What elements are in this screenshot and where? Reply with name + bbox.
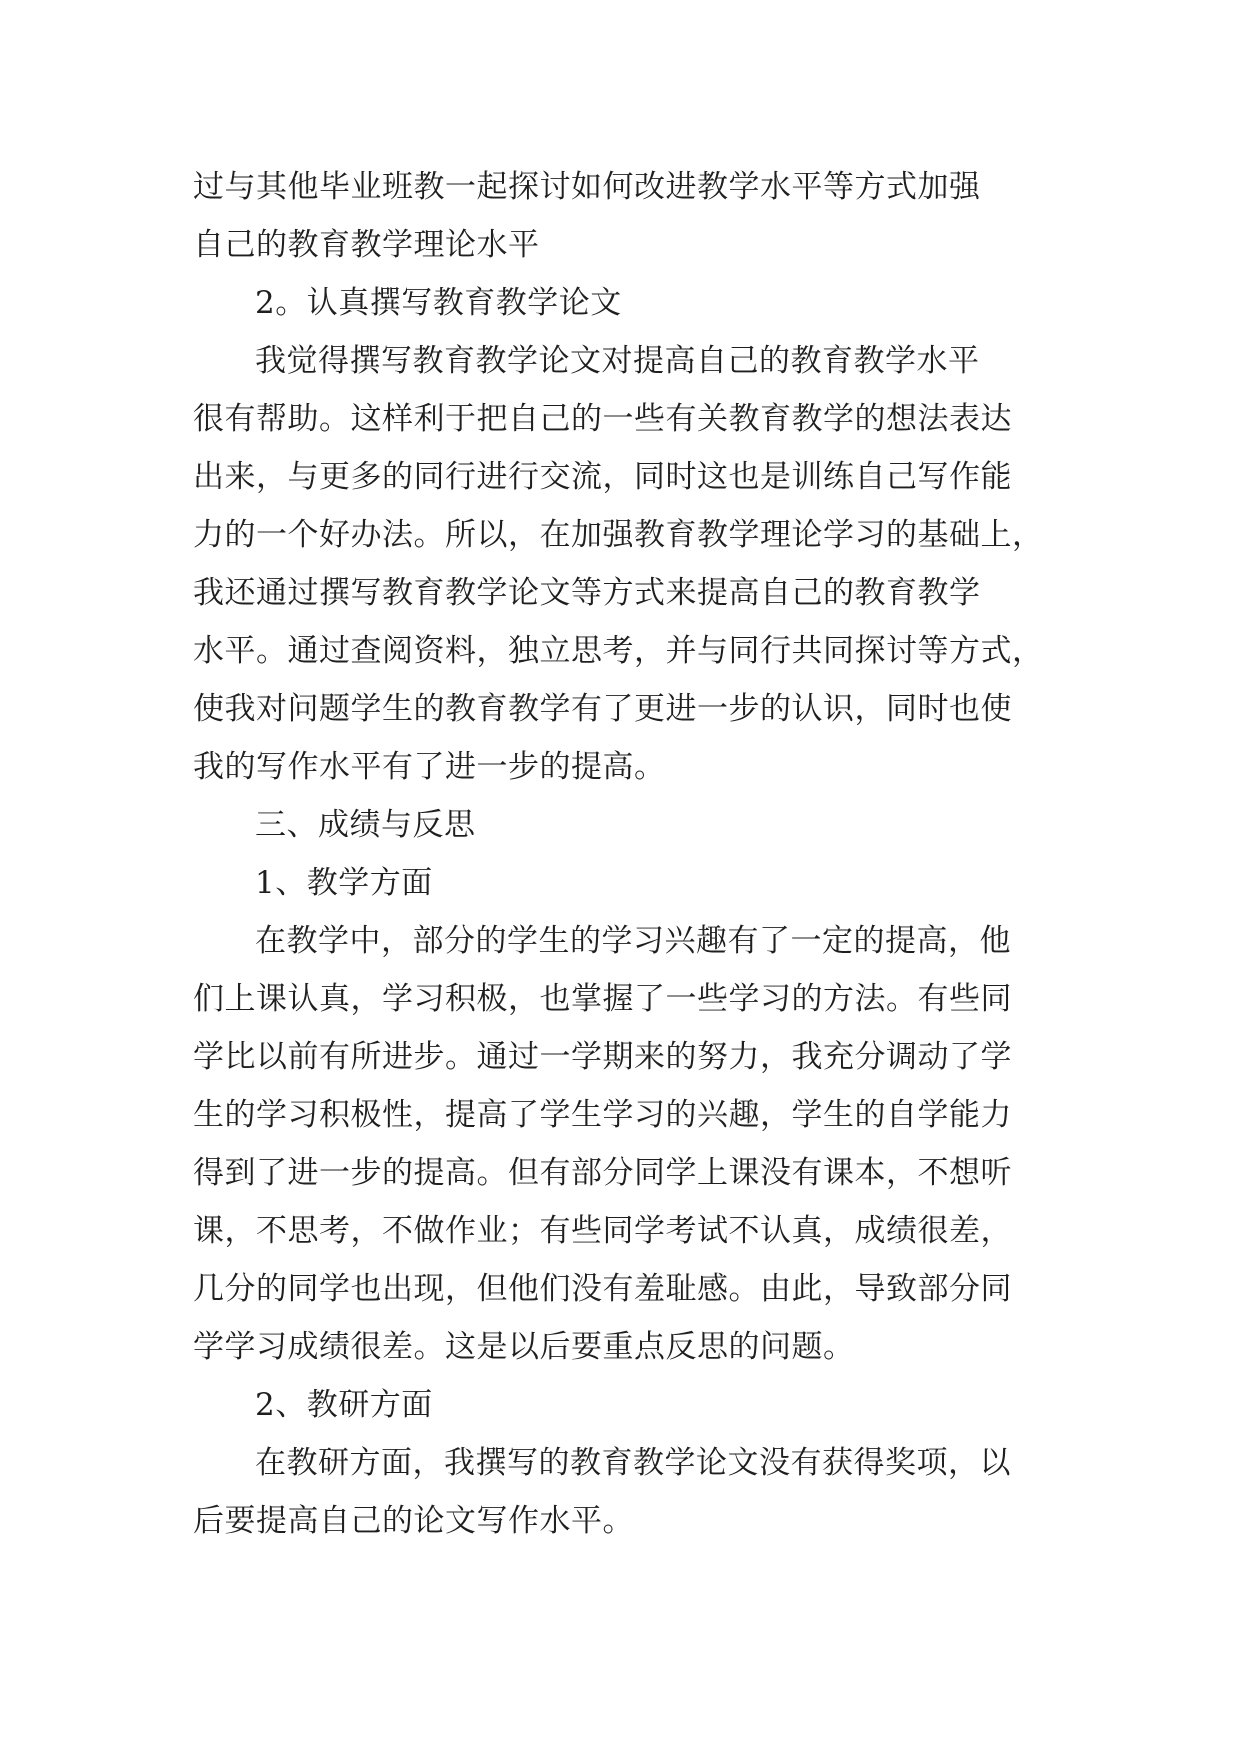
subheading-teaching: 1、教学方面 — [255, 865, 433, 901]
text-line-19: 课，不思考，不做作业；有些同学考试不认真，成绩很差， — [193, 1213, 1012, 1249]
text-line-17: 生的学习积极性，提高了学生学习的兴趣，学生的自学能力 — [193, 1097, 1012, 1133]
section-heading-results-reflection: 三、成绩与反思 — [255, 807, 476, 843]
subheading-writing-papers: 2。认真撰写教育教学论文 — [255, 285, 622, 321]
text-line-1: 过与其他毕业班教一起探讨如何改进教学水平等方式加强 — [193, 169, 981, 205]
text-line-10: 使我对问题学生的教育教学有了更进一步的认识，同时也使 — [193, 691, 1012, 727]
text-line-15: 们上课认真，学习积极，也掌握了一些学习的方法。有些同 — [193, 981, 1012, 1017]
text-line-24: 后要提高自己的论文写作水平。 — [193, 1503, 634, 1539]
subheading-research: 2、教研方面 — [255, 1387, 433, 1423]
text-line-8: 我还通过撰写教育教学论文等方式来提高自己的教育教学 — [193, 575, 981, 611]
text-line-16: 学比以前有所进步。通过一学期来的努力，我充分调动了学 — [193, 1039, 1012, 1075]
text-line-4: 我觉得撰写教育教学论文对提高自己的教育教学水平 — [255, 343, 980, 379]
text-line-14: 在教学中，部分的学生的学习兴趣有了一定的提高，他 — [255, 923, 1011, 959]
text-line-21: 学学习成绩很差。这是以后要重点反思的问题。 — [193, 1329, 855, 1365]
text-line-20: 几分的同学也出现，但他们没有羞耻感。由此，导致部分同 — [193, 1271, 1012, 1307]
text-line-7: 力的一个好办法。所以，在加强教育教学理论学习的基础上， — [193, 517, 1044, 553]
text-line-18: 得到了进一步的提高。但有部分同学上课没有课本，不想听 — [193, 1155, 1012, 1191]
text-line-5: 很有帮助。这样利于把自己的一些有关教育教学的想法表达 — [193, 401, 1012, 437]
text-line-2: 自己的教育教学理论水平 — [193, 227, 540, 263]
text-line-23: 在教研方面，我撰写的教育教学论文没有获得奖项，以 — [255, 1445, 1011, 1481]
text-line-11: 我的写作水平有了进一步的提高。 — [193, 749, 666, 785]
document-body — [193, 158, 1049, 1550]
text-line-9: 水平。通过查阅资料，独立思考，并与同行共同探讨等方式， — [193, 633, 1044, 669]
text-line-6: 出来，与更多的同行进行交流，同时这也是训练自己写作能 — [193, 459, 1012, 495]
